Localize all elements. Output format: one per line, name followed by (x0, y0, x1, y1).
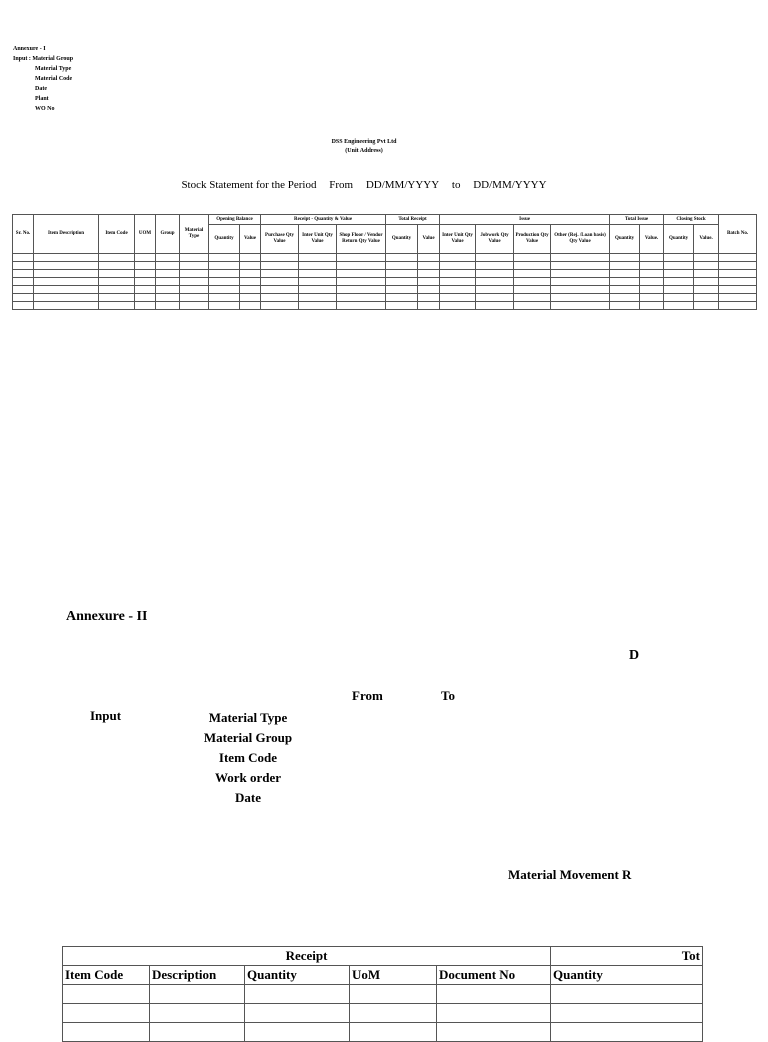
table-cell (261, 294, 299, 302)
sub-production: Production Qty Value (514, 225, 551, 254)
table-cell (261, 270, 299, 278)
table-cell (135, 278, 156, 286)
table-cell (13, 294, 34, 302)
col-total-receipt: Total Receipt (386, 215, 440, 225)
table-cell (34, 262, 99, 270)
col-opening-balance: Opening Balance (209, 215, 261, 225)
table-cell (418, 302, 440, 310)
annexure-1-input-plant: Plant (35, 96, 49, 102)
table-cell (664, 294, 694, 302)
table-cell (694, 278, 719, 286)
table-cell (640, 262, 664, 270)
t2-col-item-code: Item Code (63, 966, 150, 985)
table-cell (350, 1023, 437, 1042)
table-cell (640, 254, 664, 262)
col-material-type: Material Type (180, 215, 209, 254)
table-cell (418, 294, 440, 302)
table-row (13, 286, 757, 294)
table-cell (437, 985, 551, 1004)
statement-title-text: Stock Statement for the Period (181, 179, 317, 191)
table-cell (99, 302, 135, 310)
table-cell (209, 294, 240, 302)
table-cell (551, 278, 610, 286)
table-cell (640, 278, 664, 286)
table-cell (337, 302, 386, 310)
table-cell (337, 278, 386, 286)
material-movement-table-clip (0, 940, 700, 1024)
t2-total-header: Tot (551, 947, 703, 966)
table-cell (209, 270, 240, 278)
table-cell (551, 985, 703, 1004)
table-cell (156, 270, 180, 278)
table-cell (386, 254, 418, 262)
table-cell (99, 254, 135, 262)
table-cell (240, 262, 261, 270)
table-cell (551, 294, 610, 302)
table-cell (299, 278, 337, 286)
table-cell (156, 254, 180, 262)
table-cell (13, 254, 34, 262)
table-cell (640, 270, 664, 278)
table-cell (261, 302, 299, 310)
table-cell (551, 254, 610, 262)
table-cell (386, 286, 418, 294)
table-cell (240, 294, 261, 302)
table-cell (63, 1023, 150, 1042)
table-cell (299, 286, 337, 294)
table-cell (514, 270, 551, 278)
table-cell (514, 286, 551, 294)
table-cell (180, 270, 209, 278)
table-cell (180, 286, 209, 294)
table-row (13, 270, 757, 278)
company-name: DSS Engineering Pvt Ltd (331, 139, 397, 145)
table-cell (694, 294, 719, 302)
material-movement-body (63, 985, 703, 1042)
col-closing-stock: Closing Stock (664, 215, 719, 225)
table-cell (664, 270, 694, 278)
table-cell (350, 1004, 437, 1023)
statement-from-label: From (329, 179, 354, 191)
table-cell (180, 262, 209, 270)
table-cell (514, 294, 551, 302)
table-cell (99, 270, 135, 278)
table-cell (551, 270, 610, 278)
table-cell (514, 262, 551, 270)
annexure-1-block (13, 44, 133, 114)
table-cell (299, 254, 337, 262)
table-cell (514, 254, 551, 262)
sub-issue-inter-unit: Inter Unit Qty Value (440, 225, 476, 254)
table-cell (156, 278, 180, 286)
table-cell (437, 1023, 551, 1042)
table-cell (34, 286, 99, 294)
table-cell (180, 254, 209, 262)
col-item-description: Item Description (34, 215, 99, 254)
table-cell (514, 302, 551, 310)
table-cell (610, 302, 640, 310)
table-cell (261, 262, 299, 270)
table-cell (476, 302, 514, 310)
table-cell (337, 270, 386, 278)
table-cell (610, 278, 640, 286)
table-row (63, 985, 703, 1004)
table-cell (437, 1004, 551, 1023)
table-cell (719, 254, 757, 262)
sub-ob-value: Value (240, 225, 261, 254)
table-cell (150, 1004, 245, 1023)
table-cell (34, 294, 99, 302)
table-cell (34, 278, 99, 286)
table-cell (610, 262, 640, 270)
table-cell (240, 302, 261, 310)
annexure-1-input-material-code: Material Code (35, 76, 73, 82)
col-item-code: Item Code (99, 215, 135, 254)
sub-tr-quantity: Quantity (386, 225, 418, 254)
table-cell (418, 262, 440, 270)
table-cell (551, 1004, 703, 1023)
table-row (13, 302, 757, 310)
table-cell (694, 302, 719, 310)
table-cell (418, 270, 440, 278)
table-cell (440, 302, 476, 310)
table-cell (150, 985, 245, 1004)
table-cell (337, 286, 386, 294)
table-cell (240, 254, 261, 262)
table-cell (610, 286, 640, 294)
t2-col-description: Description (150, 966, 245, 985)
table-cell (476, 270, 514, 278)
table-cell (418, 286, 440, 294)
table-cell (34, 254, 99, 262)
col-sr-no: Sr. No. (13, 215, 34, 254)
table-row (63, 1023, 703, 1042)
table-cell (440, 254, 476, 262)
table-cell (135, 286, 156, 294)
col-uom: UOM (135, 215, 156, 254)
table-cell (386, 302, 418, 310)
table-cell (640, 286, 664, 294)
table-cell (99, 294, 135, 302)
table-cell (694, 262, 719, 270)
table-cell (719, 262, 757, 270)
table-cell (337, 254, 386, 262)
table-cell (664, 278, 694, 286)
table-cell (551, 262, 610, 270)
table-cell (156, 286, 180, 294)
col-total-issue: Total Issue (610, 215, 664, 225)
table-cell (386, 294, 418, 302)
table-cell (440, 294, 476, 302)
table-cell (664, 254, 694, 262)
table-cell (386, 278, 418, 286)
table-cell (337, 262, 386, 270)
t2-col-document-no: Document No (437, 966, 551, 985)
table-cell (664, 302, 694, 310)
table-cell (180, 278, 209, 286)
material-movement-table (62, 946, 703, 1042)
table-cell (209, 262, 240, 270)
table-cell (180, 302, 209, 310)
table-cell (240, 278, 261, 286)
table-cell (440, 286, 476, 294)
annexure-2-input-list (160, 708, 336, 808)
table-cell (476, 262, 514, 270)
table-cell (245, 985, 350, 1004)
annexure-2-input-item-code: Item Code (218, 750, 278, 765)
table-cell (551, 286, 610, 294)
stock-statement-table (12, 214, 757, 310)
table-cell (99, 286, 135, 294)
annexure-2-to-label: To (441, 688, 455, 703)
annexure-2-input-material-group: Material Group (203, 730, 293, 745)
table-row (63, 1004, 703, 1023)
table-cell (719, 278, 757, 286)
annexure-2-cropped-d: D (629, 648, 640, 663)
table-cell (476, 294, 514, 302)
table-cell (245, 1023, 350, 1042)
t2-receipt-header: Receipt (63, 947, 551, 966)
company-header (0, 138, 728, 156)
table-cell (99, 278, 135, 286)
table-cell (135, 270, 156, 278)
annexure-1-title: Annexure - I (13, 46, 46, 52)
annexure-1-input-date: Date (35, 86, 47, 92)
annexure-2-input-work-order: Work order (214, 770, 282, 785)
table-cell (476, 286, 514, 294)
table-cell (476, 254, 514, 262)
table-cell (386, 262, 418, 270)
table-cell (209, 254, 240, 262)
col-issue: Issue (440, 215, 610, 225)
material-movement-report-title: Material Movement R (508, 867, 632, 882)
table-cell (13, 286, 34, 294)
table-cell (610, 294, 640, 302)
statement-from-date: DD/MM/YYYY (365, 179, 440, 191)
table-cell (261, 278, 299, 286)
sub-ti-value: Value. (640, 225, 664, 254)
annexure-2-input-date: Date (235, 790, 261, 805)
table-cell (386, 270, 418, 278)
table-cell (135, 262, 156, 270)
table-cell (13, 302, 34, 310)
table-cell (156, 302, 180, 310)
table-cell (209, 286, 240, 294)
table-cell (640, 302, 664, 310)
annexure-2-from-label: From (352, 688, 383, 703)
table-cell (180, 294, 209, 302)
table-cell (719, 294, 757, 302)
table-cell (694, 254, 719, 262)
table-cell (440, 278, 476, 286)
annexure-1-input-material-type: Material Type (35, 66, 72, 72)
statement-to-label: to (451, 179, 461, 191)
table-cell (240, 286, 261, 294)
table-cell (551, 1023, 703, 1042)
table-cell (299, 262, 337, 270)
col-group: Group (156, 215, 180, 254)
stock-statement-body (13, 254, 757, 310)
table-cell (261, 254, 299, 262)
sub-shop-floor-return: Shop Floor / Vendor Return Qty Value (337, 225, 386, 254)
annexure-2-title: Annexure - II (66, 609, 148, 624)
sub-tr-value: Value (418, 225, 440, 254)
sub-cs-value: Value. (694, 225, 719, 254)
table-cell (440, 262, 476, 270)
sub-purchase: Purchase Qty Value (261, 225, 299, 254)
company-address: (Unit Address) (345, 148, 383, 154)
table-cell (719, 286, 757, 294)
table-cell (418, 278, 440, 286)
table-cell (13, 278, 34, 286)
table-cell (240, 270, 261, 278)
table-cell (350, 985, 437, 1004)
table-cell (13, 262, 34, 270)
table-row (13, 278, 757, 286)
table-cell (610, 270, 640, 278)
table-cell (99, 262, 135, 270)
table-cell (13, 270, 34, 278)
table-cell (150, 1023, 245, 1042)
table-cell (63, 985, 150, 1004)
table-cell (135, 302, 156, 310)
table-cell (610, 254, 640, 262)
table-row (13, 262, 757, 270)
table-row (13, 254, 757, 262)
table-row (13, 294, 757, 302)
table-cell (209, 302, 240, 310)
col-batch-no: Batch No. (719, 215, 757, 254)
table-cell (135, 294, 156, 302)
table-cell (261, 286, 299, 294)
table-cell (694, 286, 719, 294)
sub-ob-quantity: Quantity (209, 225, 240, 254)
table-cell (299, 294, 337, 302)
table-cell (299, 302, 337, 310)
table-cell (209, 278, 240, 286)
table-cell (640, 294, 664, 302)
t2-col-total-quantity: Quantity (551, 966, 703, 985)
table-cell (299, 270, 337, 278)
table-cell (34, 270, 99, 278)
table-cell (476, 278, 514, 286)
t2-col-quantity: Quantity (245, 966, 350, 985)
statement-to-date: DD/MM/YYYY (473, 179, 547, 191)
table-cell (245, 1004, 350, 1023)
table-cell (440, 270, 476, 278)
table-cell (63, 1004, 150, 1023)
annexure-1-input-label: Input : Material Group (13, 56, 74, 62)
annexure-1-input-wo-no: WO No (35, 106, 55, 112)
t2-col-uom: UoM (350, 966, 437, 985)
table-cell (694, 270, 719, 278)
col-receipt: Receipt - Quantity & Value (261, 215, 386, 225)
sub-jobwork: Jobwork Qty Value (476, 225, 514, 254)
sub-cs-quantity: Quantity (664, 225, 694, 254)
sub-receipt-inter-unit: Inter Unit Qty Value (299, 225, 337, 254)
table-cell (514, 278, 551, 286)
table-cell (135, 254, 156, 262)
table-cell (418, 254, 440, 262)
table-cell (156, 262, 180, 270)
sub-other: Other (Rej. /Loan basis) Qty Value (551, 225, 610, 254)
table-cell (34, 302, 99, 310)
table-cell (664, 262, 694, 270)
annexure-2-input-material-type: Material Type (208, 710, 288, 725)
sub-ti-quantity: Quantity (610, 225, 640, 254)
table-cell (551, 302, 610, 310)
table-cell (337, 294, 386, 302)
table-cell (156, 294, 180, 302)
table-cell (719, 302, 757, 310)
table-cell (664, 286, 694, 294)
table-cell (719, 270, 757, 278)
annexure-2-input-label: Input (90, 708, 122, 723)
statement-title (0, 179, 728, 191)
